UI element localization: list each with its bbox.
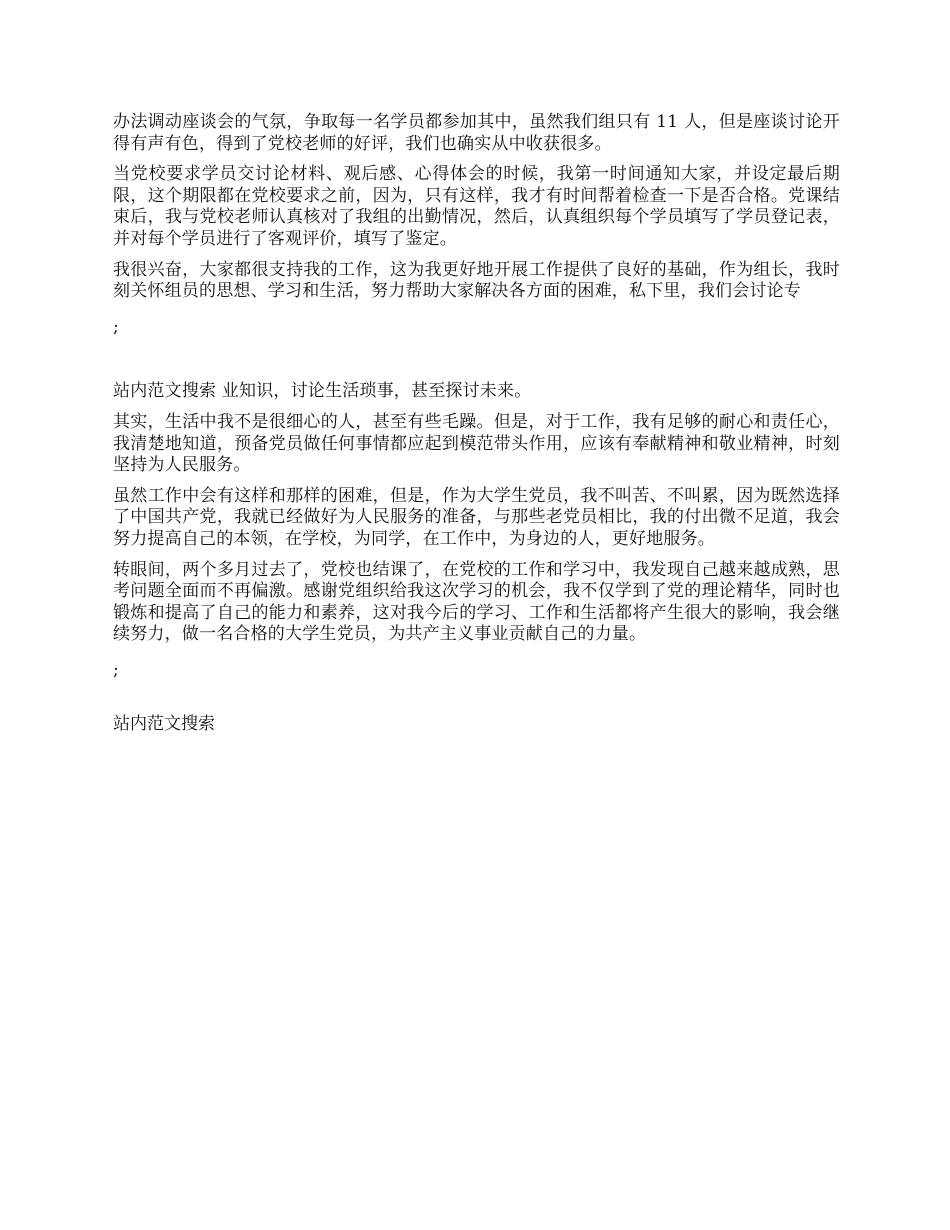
document-page bbox=[113, 112, 840, 736]
separator-1: ; bbox=[113, 316, 119, 337]
paragraph-3: 我很兴奋，大家都很支持我的工作，这为我更好地开展工作提供了良好的基础，作为组长，我时刻关怀组员的思想、学习和生活，努力帮助大家解决各方面的困难，私下里，我们会讨论专 bbox=[113, 259, 840, 302]
footer-site-search-link[interactable]: 站内范文搜索 bbox=[113, 714, 215, 735]
separator-2: ; bbox=[113, 659, 119, 680]
paragraph-continued bbox=[113, 381, 840, 403]
paragraph-6: 转眼间，两个多月过去了，党校也结课了，在党校的工作和学习中，我发现自己越来越成熟，思考问题全面而不再偏激。感谢党组织给我这次学习的机会，我不仅学到了党的理论精华，同时也锻炼和提高了自己的能力和素养，这对我今后的学习、工作和生活都将产生很大的影响，我会继续努力，做一名合格的大学生党员，为共产主义事业贡献自己的力量。 bbox=[113, 559, 840, 645]
paragraph-4: 其实，生活中我不是很细心的人，甚至有些毛躁。但是，对于工作，我有足够的耐心和责任心，我清楚地知道，预备党员做任何事情都应起到模范带头作用，应该有奉献精神和敬业精神，时刻坚持为人民服务。 bbox=[113, 411, 840, 476]
paragraph-5: 虽然工作中会有这样和那样的困难，但是，作为大学生党员，我不叫苦、不叫累，因为既然选择了中国共产党，我就已经做好为人民服务的准备，与那些老党员相比，我的付出微不足道，我会努力提高自己的本领，在学校，为同学，在工作中，为身边的人，更好地服务。 bbox=[113, 485, 840, 549]
spacer bbox=[113, 338, 840, 371]
site-search-link[interactable]: 站内范文搜索 bbox=[113, 381, 217, 402]
continued-text: 业知识，讨论生活琐事，甚至探讨未来。 bbox=[216, 381, 532, 402]
paragraph-2: 当党校要求学员交讨论材料、观后感、心得体会的时候，我第一时间通知大家，并设定最后期限，这个期限都在党校要求之前，因为，只有这样，我才有时间帮着检查一下是否合格。党课结束后，我与党校老师认真核对了我组的出勤情况，然后，认真组织每个学员填写了学员登记表，并对每个学员进行了客观评价，填写了鉴定。 bbox=[113, 164, 840, 249]
paragraph-1: 办法调动座谈会的气氛，争取每一名学员都参加其中，虽然我们组只有 11 人，但是座谈讨论开得有声有色，得到了党校老师的好评，我们也确实从中收获很多。 bbox=[113, 112, 840, 154]
spacer bbox=[113, 681, 840, 714]
